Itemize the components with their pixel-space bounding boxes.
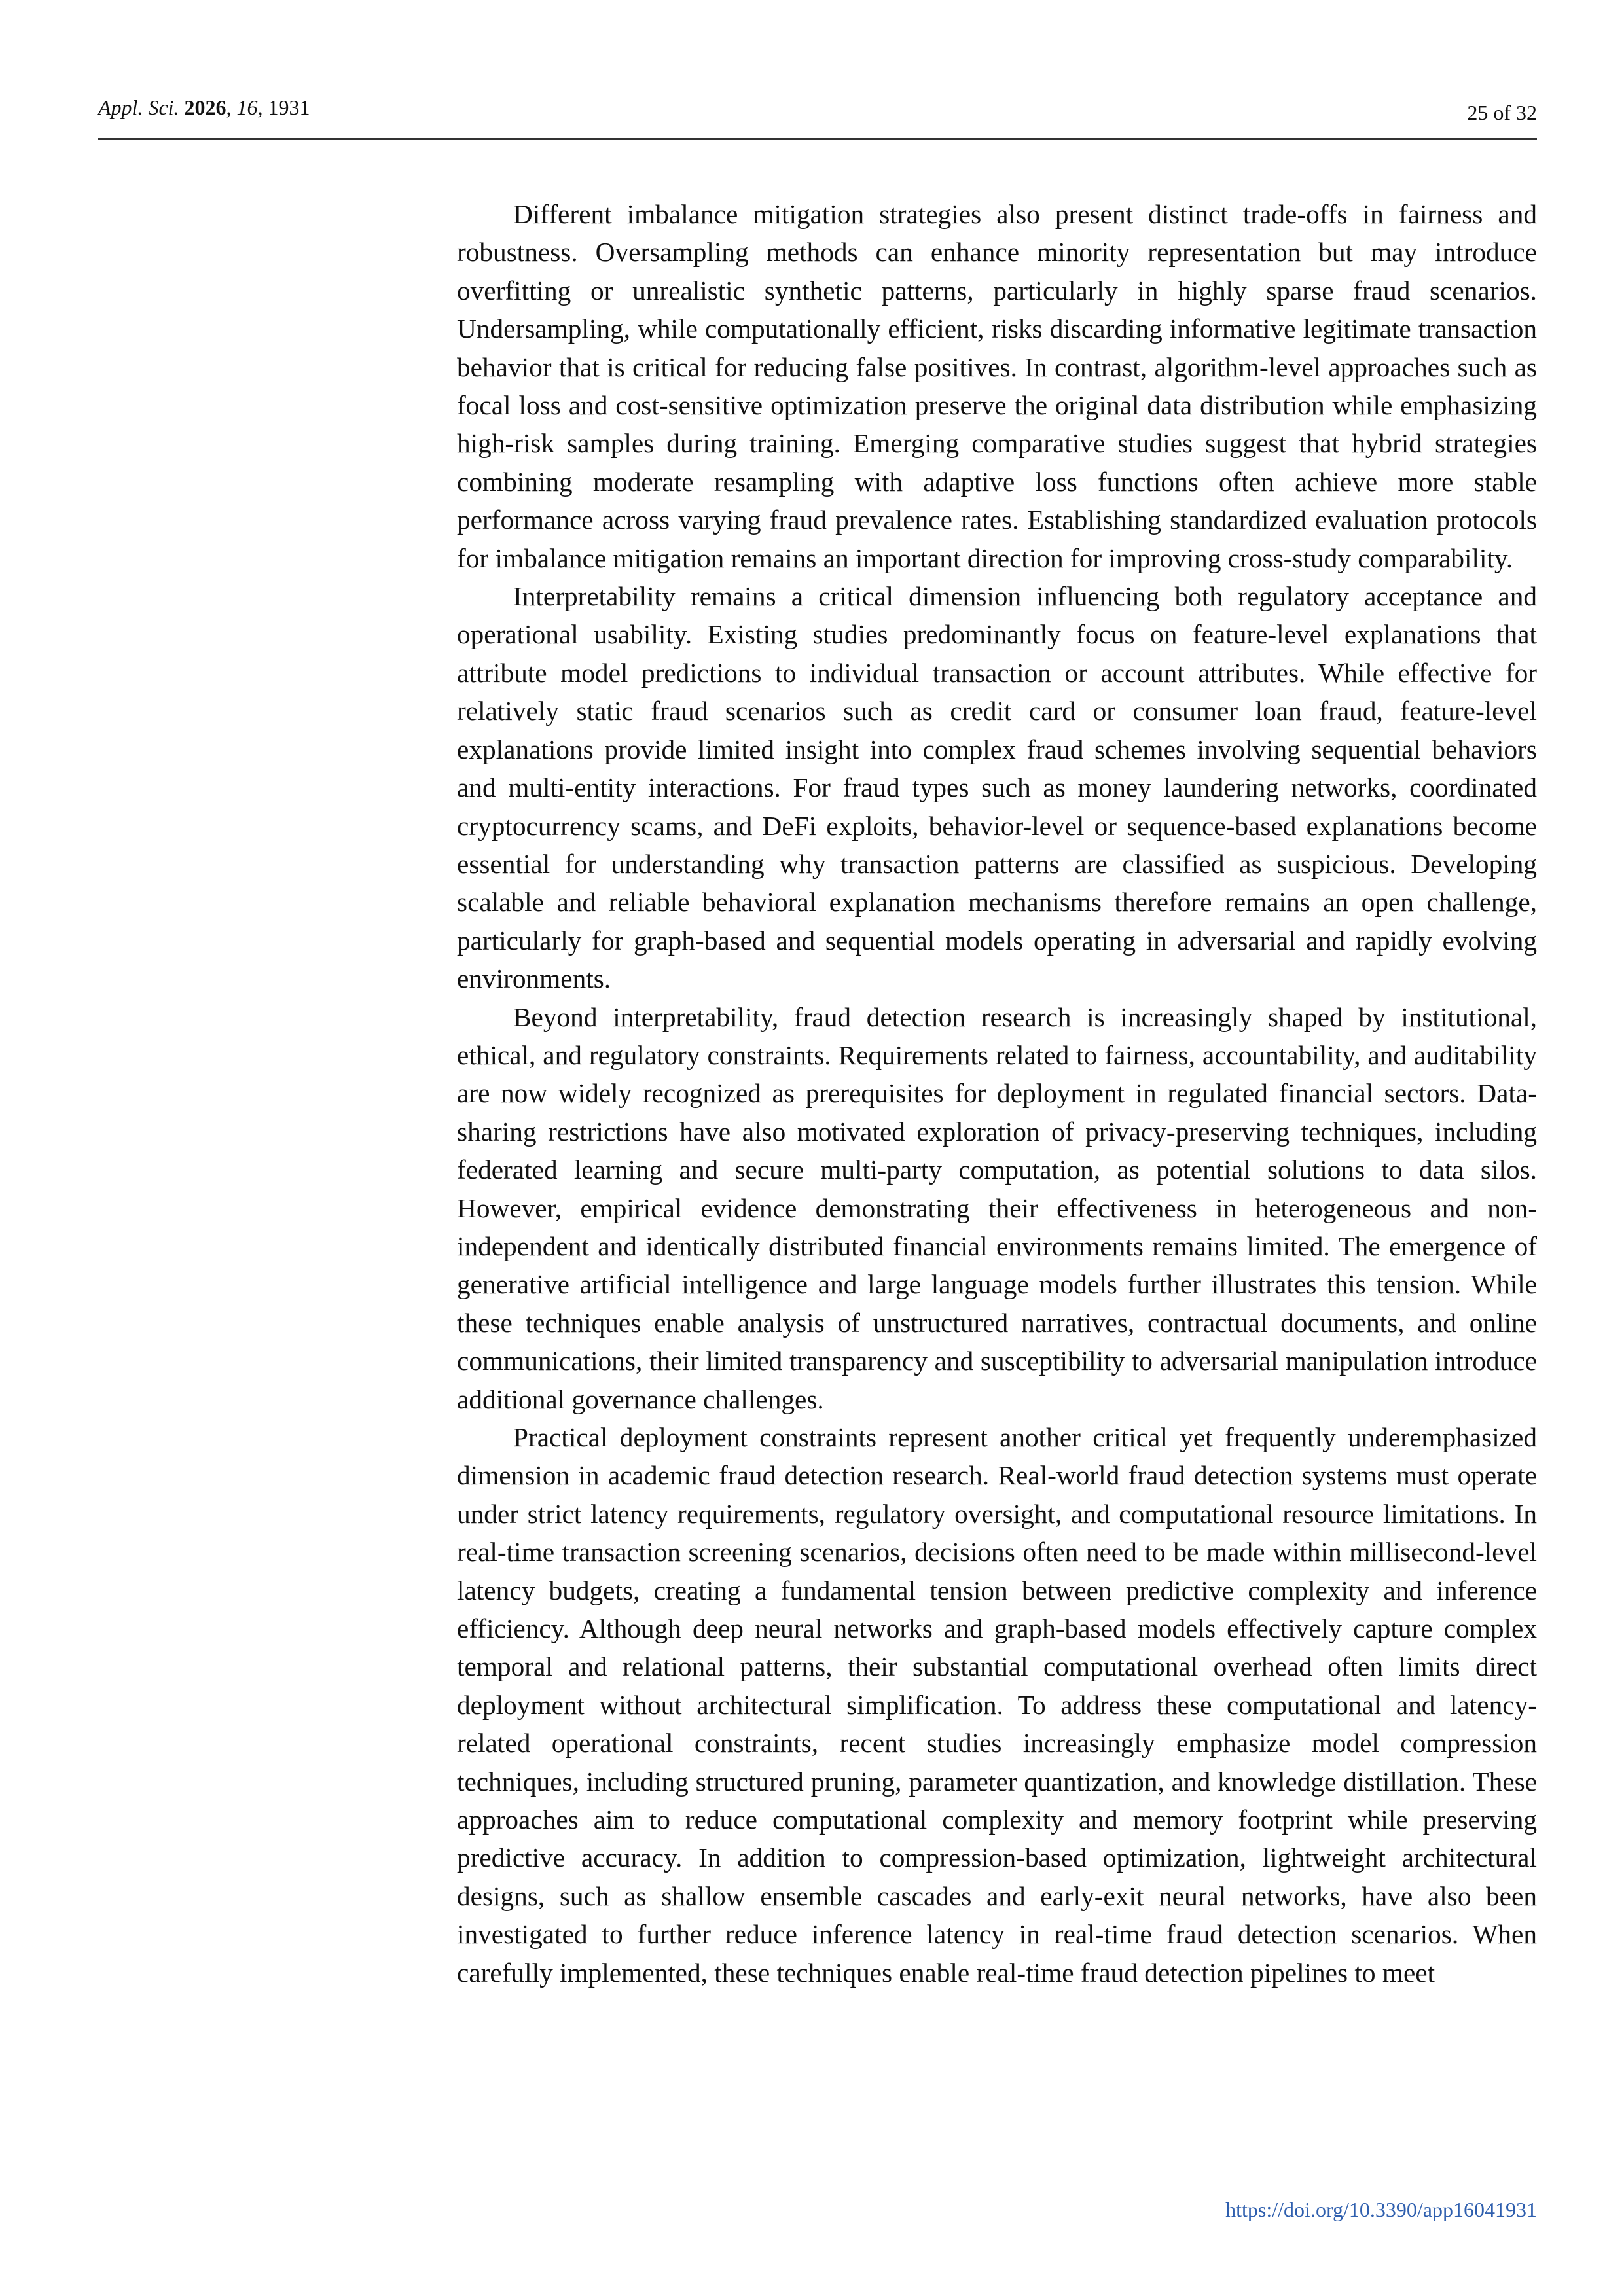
- journal-volume: 16: [236, 96, 258, 119]
- page-header: [98, 93, 1537, 140]
- doi-link[interactable]: https://doi.org/10.3390/app16041931: [1225, 2198, 1537, 2221]
- article-number: 1931: [268, 96, 310, 119]
- paragraph-regulatory-constraints: Beyond interpretability, fraud detection research is increasingly shaped by institutional, ethical, and regulatory constraints. Requirements related to fairness, accountability, and auditability are now widely recognized as prerequisites for deployment in regulated financial sectors. Data-sharing restrictions have also motivated exploration of privacy-preserving techniques, including federated learning and secure multi-party computation, as potential solutions to data silos. However, empirical evidence demonstrating their effectiveness in heterogeneous and non-independent and identically distributed financial environments remains limited. The emergence of generative artificial intelligence and large language models further illustrates this tension. While these techniques enable analysis of unstructured narratives, contractual documents, and online communications, their limited transparency and susceptibility to adversarial manipulation introduce additional governance challenges.: [457, 1001, 1537, 1414]
- paragraph-deployment-constraints: Practical deployment constraints represent another critical yet frequently underemphasized dimension in academic fraud detection research. Real-world fraud detection systems must operate under strict latency requirements, regulatory oversight, and computational resource limitations. In real-time transaction screening scenarios, decisions often need to be made within millisecond-level latency budgets, creating a fundamental tension between predictive complexity and inference efficiency. Although deep neural networks and graph-based models effectively capture complex temporal and relational patterns, their substantial computational overhead often limits direct deployment without architectural simplification. To address these computational and latency-related operational constraints, recent studies increasingly emphasize model compression techniques, including structured pruning, parameter quantization, and knowledge distillation. These approaches aim to reduce computational complexity and memory footprint while preserving predictive accuracy. In addition to compression-based optimization, lightweight architectural designs, such as shallow ensemble cascades and early-exit neural networks, have also been investigated to further reduce inference latency in real-time fraud detection scenarios. When carefully implemented, these techniques enable real-time fraud detection pipelines to meet: [457, 1422, 1537, 1988]
- journal-year: 2026: [184, 96, 226, 119]
- journal-citation: Appl. Sci. 2026, 16, 1931: [98, 96, 310, 119]
- journal-name: Appl. Sci.: [98, 96, 179, 119]
- paragraph-imbalance-mitigation: Different imbalance mitigation strategies also present distinct trade-offs in fairness and robustness. Oversampling methods can enhance minority representation but may introduce overfitting or unrealistic synthetic patterns, particularly in highly sparse fraud scenarios. Undersampling, while computationally efficient, risks discarding informative legitimate transaction behavior that is critical for reducing false positives. In contrast, algorithm-level approaches such as focal loss and cost-sensitive optimization preserve the original data distribution while emphasizing high-risk samples during training. Emerging comparative studies suggest that hybrid strategies combining moderate resampling with adaptive loss functions often achieve more stable performance across varying fraud prevalence rates. Establishing standardized evaluation protocols for imbalance mitigation remains an important direction for improving cross-study comparability.: [457, 199, 1537, 573]
- page-number: 25 of 32: [1467, 101, 1537, 124]
- main-text: [457, 195, 1537, 1992]
- paragraph-interpretability: Interpretability remains a critical dimension influencing both regulatory acceptance and operational usability. Existing studies predominantly focus on feature-level explanations that attribute model predictions to individual transaction or account attributes. While effective for relatively static fraud scenarios such as credit card or consumer loan fraud, feature-level explanations provide limited insight into complex fraud schemes involving sequential behaviors and multi-entity interactions. For fraud types such as money laundering networks, coordinated cryptocurrency scams, and DeFi exploits, behavior-level or sequence-based explanations become essential for understanding why transaction patterns are classified as suspicious. Developing scalable and reliable behavioral explanation mechanisms therefore remains an open challenge, particularly for graph-based and sequential models operating in adversarial and rapidly evolving environments.: [457, 581, 1537, 994]
